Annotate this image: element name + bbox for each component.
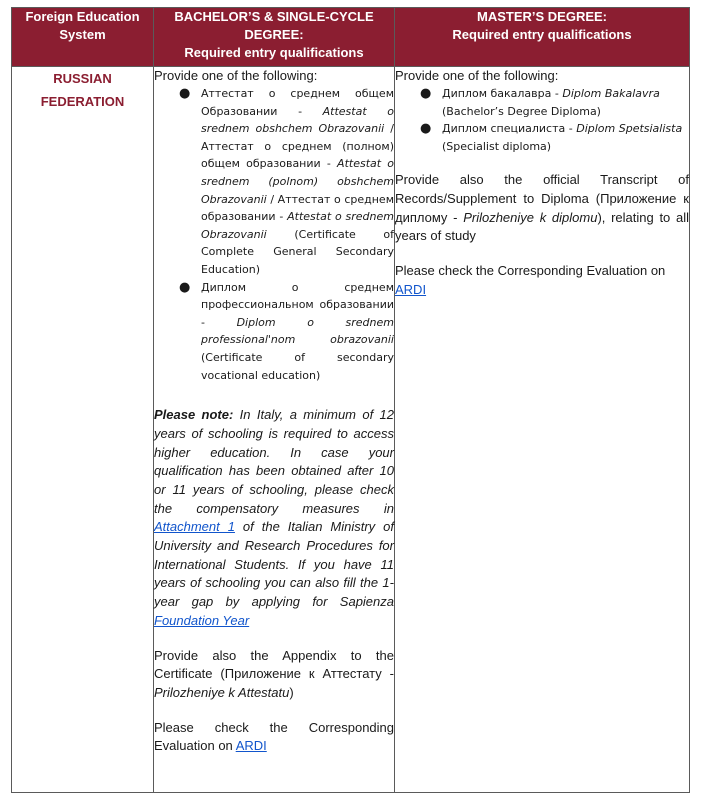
master-requirements-cell — [395, 67, 690, 793]
qualifications-table — [11, 7, 690, 793]
list-item: ● Аттестат о среднем общем Образовании - Attestat o srednem obshchem Obrazovanii / Аттестат о среднем (полном) общем образовании - Attestat o srednem (polnom) obshchem Obrazovanii / Аттестат о среднем образовании - Attestat o srednem Obrazovanii (Certificate of Complete General Secondary Education) — [179, 86, 394, 276]
master-options-list — [395, 85, 689, 155]
list-item: ● Диплом бакалавра - Diplom Bakalavra (Bachelor’s Degree Diploma) — [420, 86, 660, 118]
country-name: RUSSIAN FEDERATION — [40, 71, 125, 109]
master-intro: Provide one of the following: — [395, 68, 559, 83]
header-bachelor-degree: BACHELOR’S & SINGLE-CYCLE DEGREE: Required entry qualifications — [154, 8, 395, 67]
ardi-link[interactable]: ARDI — [235, 738, 267, 754]
bullet-icon: ● — [179, 279, 191, 295]
master-evaluation-paragraph: Please check the Corresponding Evaluation on ARDI — [395, 263, 666, 297]
bullet-icon: ● — [420, 86, 432, 101]
bullet-icon: ● — [420, 121, 432, 137]
bachelor-intro: Provide one of the following: — [154, 68, 318, 83]
foundation-year-link[interactable]: Foundation Year — [154, 612, 250, 628]
header-row — [12, 8, 690, 67]
header-foreign-education-system: Foreign Education System — [12, 8, 154, 67]
table-row — [12, 67, 690, 793]
list-item: ● Диплом о среднем профессиональном образовании - Diplom o srednem professional'nom obrazovanii (Certificate of secondary vocational education) — [179, 279, 394, 382]
attachment-1-link[interactable]: Attachment 1 — [154, 519, 235, 535]
bachelor-requirements-cell — [154, 67, 395, 793]
bullet-icon: ● — [179, 86, 191, 101]
bachelor-evaluation-paragraph: Please check the Corresponding Evaluation on ARDI — [154, 719, 394, 754]
bachelor-options-list — [154, 85, 394, 384]
list-item: ● Диплом специалиста - Diplom Spetsialista (Specialist diploma) — [420, 121, 683, 153]
transcript-paragraph: Provide also the official Transcript of Records/Supplement to Diploma (Приложение к диплому - Prilozheniye k diplomu), relating to all years of study — [395, 172, 690, 244]
appendix-paragraph: Provide also the Appendix to the Certificate (Приложение к Аттестату - Prilozheniye k Attestatu) — [154, 647, 394, 700]
ardi-link[interactable]: ARDI — [395, 281, 427, 297]
please-note-paragraph: Please note: In Italy, a minimum of 12 years of schooling is required to access higher education. In case your qualification has been obtained after 10 or 11 years of schooling, please check the compensatory measures in Attachment 1 of the Italian Ministry of University and Research Procedures for International Students. If you have 11 years of schooling you can also fill the 1-year gap by applying for Sapienza Foundation Year — [154, 407, 394, 628]
country-cell — [12, 67, 154, 793]
header-master-degree: MASTER’S DEGREE: Required entry qualifications — [395, 8, 690, 67]
